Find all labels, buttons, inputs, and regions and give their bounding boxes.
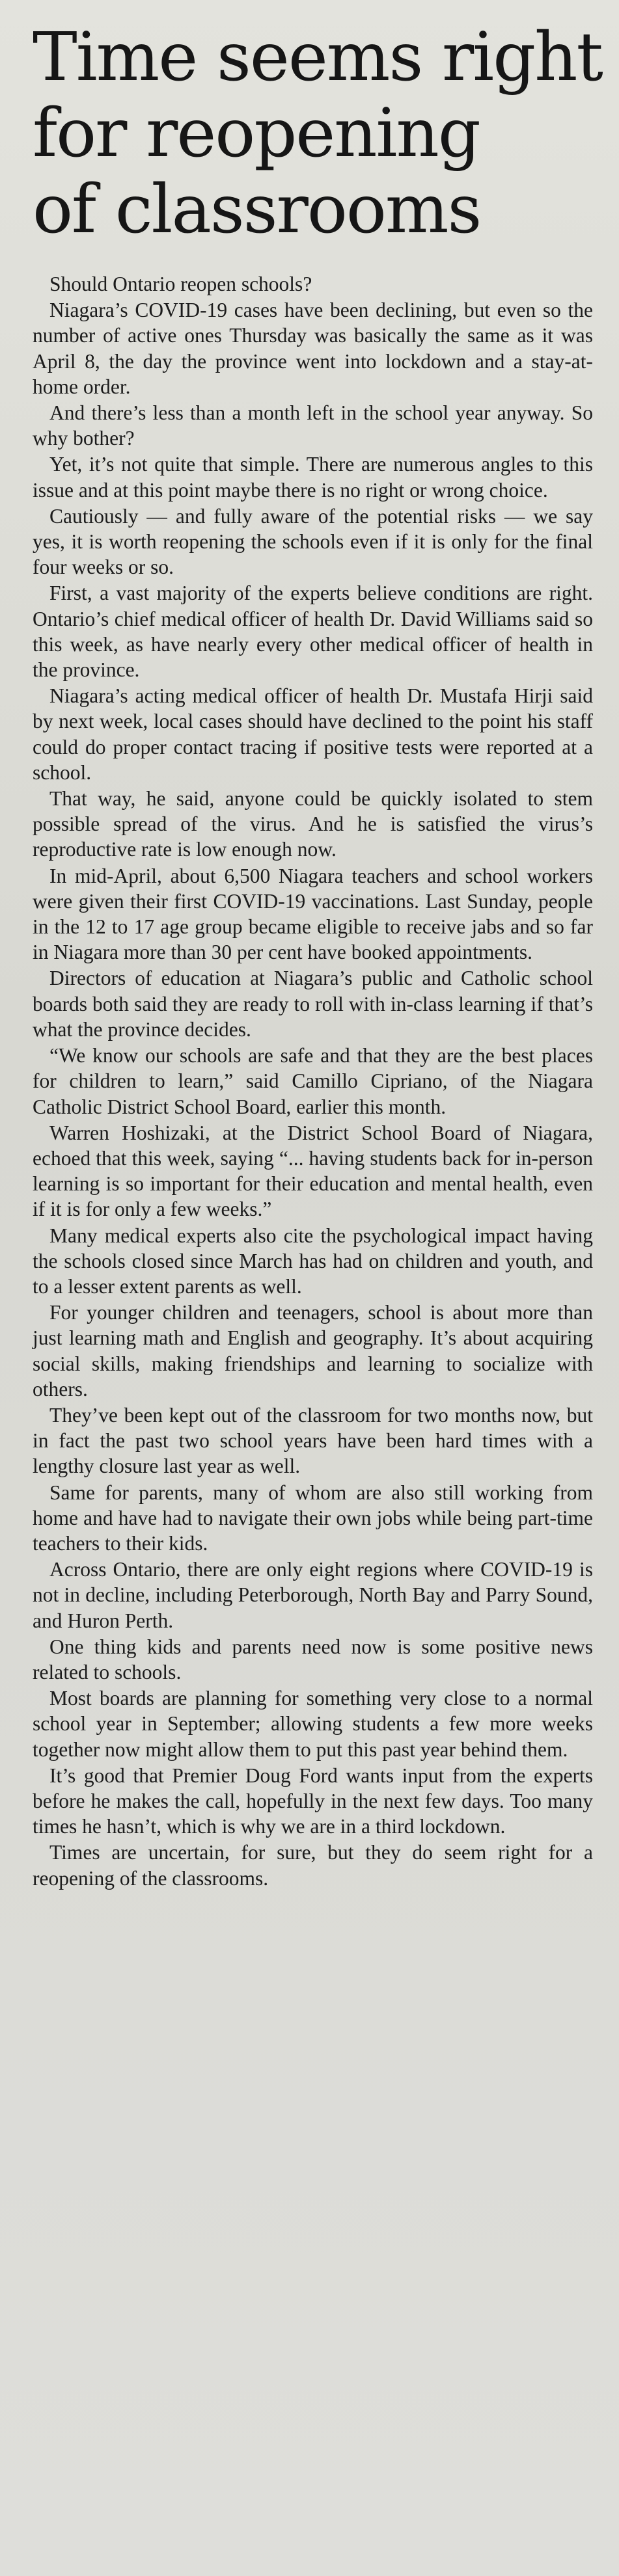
- headline-line-2: for reopening: [33, 94, 480, 172]
- paragraph: It’s good that Premier Doug Ford wants input from the experts before he makes the call, hopefully in the next few days. Too many times he hasn’t, which is why we are in a third lockdown.: [33, 1764, 593, 1838]
- paragraph: Across Ontario, there are only eight regions where COVID-19 is not in decline, including Peterborough, North Bay and Parry Sound, and Huron Perth.: [33, 1558, 593, 1632]
- paragraph: One thing kids and parents need now is some positive news related to schools.: [33, 1635, 593, 1684]
- headline-line-3: of classrooms: [33, 170, 481, 248]
- headline-line-1: Time seems right: [33, 18, 602, 96]
- paragraph: Niagara’s acting medical officer of health Dr. Mustafa Hirji said by next week, local cases should have declined to the point his staff could do proper contact tracing if positive tests were reported at a school.: [33, 684, 593, 784]
- paragraph: Same for parents, many of whom are also still working from home and have had to navigate their own jobs while being part-time teachers to their kids.: [33, 1481, 593, 1555]
- paragraph: Warren Hoshizaki, at the District School Board of Niagara, echoed that this week, saying “... having students back for in-person learning is so important for their education and mental health, even if it is for only a few weeks.”: [33, 1121, 593, 1221]
- paragraph: Times are uncertain, for sure, but they do seem right for a reopening of the classrooms.: [33, 1841, 593, 1890]
- headline: [33, 18, 602, 248]
- paragraph: Cautiously — and fully aware of the potential risks — we say yes, it is worth reopening the schools even if it is only for the final four weeks or so.: [33, 504, 593, 579]
- paragraph: And there’s less than a month left in the school year anyway. So why bother?: [33, 401, 593, 450]
- paragraph: “We know our schools are safe and that they are the best places for children to learn,” said Camillo Cipriano, of the Niagara Catholic District School Board, earlier this month.: [33, 1044, 593, 1118]
- paragraph: In mid-April, about 6,500 Niagara teachers and school workers were given their first COVID-19 vaccinations. Last Sunday, people in the 12 to 17 age group became eligible to receive jabs and so far in Niagara more than 30 per cent have booked appointments.: [33, 864, 593, 964]
- paragraph: For younger children and teenagers, school is about more than just learning math and English and geography. It’s about acquiring social skills, making friendships and learning to socialize with others.: [33, 1301, 593, 1401]
- paragraph: Most boards are planning for something very close to a normal school year in September; allowing students a few more weeks together now might allow them to put this past year behind them.: [33, 1687, 593, 1761]
- paragraph: Yet, it’s not quite that simple. There are numerous angles to this issue and at this point maybe there is no right or wrong choice.: [33, 453, 593, 502]
- article-body: [33, 271, 593, 1891]
- paragraph: They’ve been kept out of the classroom for two months now, but in fact the past two school years have been hard times with a lengthy closure last year as well.: [33, 1403, 593, 1478]
- paragraph: Many medical experts also cite the psychological impact having the schools closed since March has had on children and youth, and to a lesser extent parents as well.: [33, 1224, 593, 1298]
- paragraph: Directors of education at Niagara’s public and Catholic school boards both said they are ready to roll with in-class learning if that’s what the province decides.: [33, 967, 593, 1041]
- paragraph: Niagara’s COVID-19 cases have been declining, but even so the number of active ones Thursday was basically the same as it was April 8, the day the province went into lockdown and a stay-at-home order.: [33, 299, 593, 398]
- paragraph: First, a vast majority of the experts believe conditions are right. Ontario’s chief medical officer of health Dr. David Williams said so this week, as have nearly every other medical officer of health in the province.: [33, 582, 593, 682]
- paragraph: Should Ontario reopen schools?: [49, 273, 312, 295]
- paragraph: That way, he said, anyone could be quickly isolated to stem possible spread of the virus. And he is satisfied the virus’s reproductive rate is low enough now.: [33, 787, 593, 861]
